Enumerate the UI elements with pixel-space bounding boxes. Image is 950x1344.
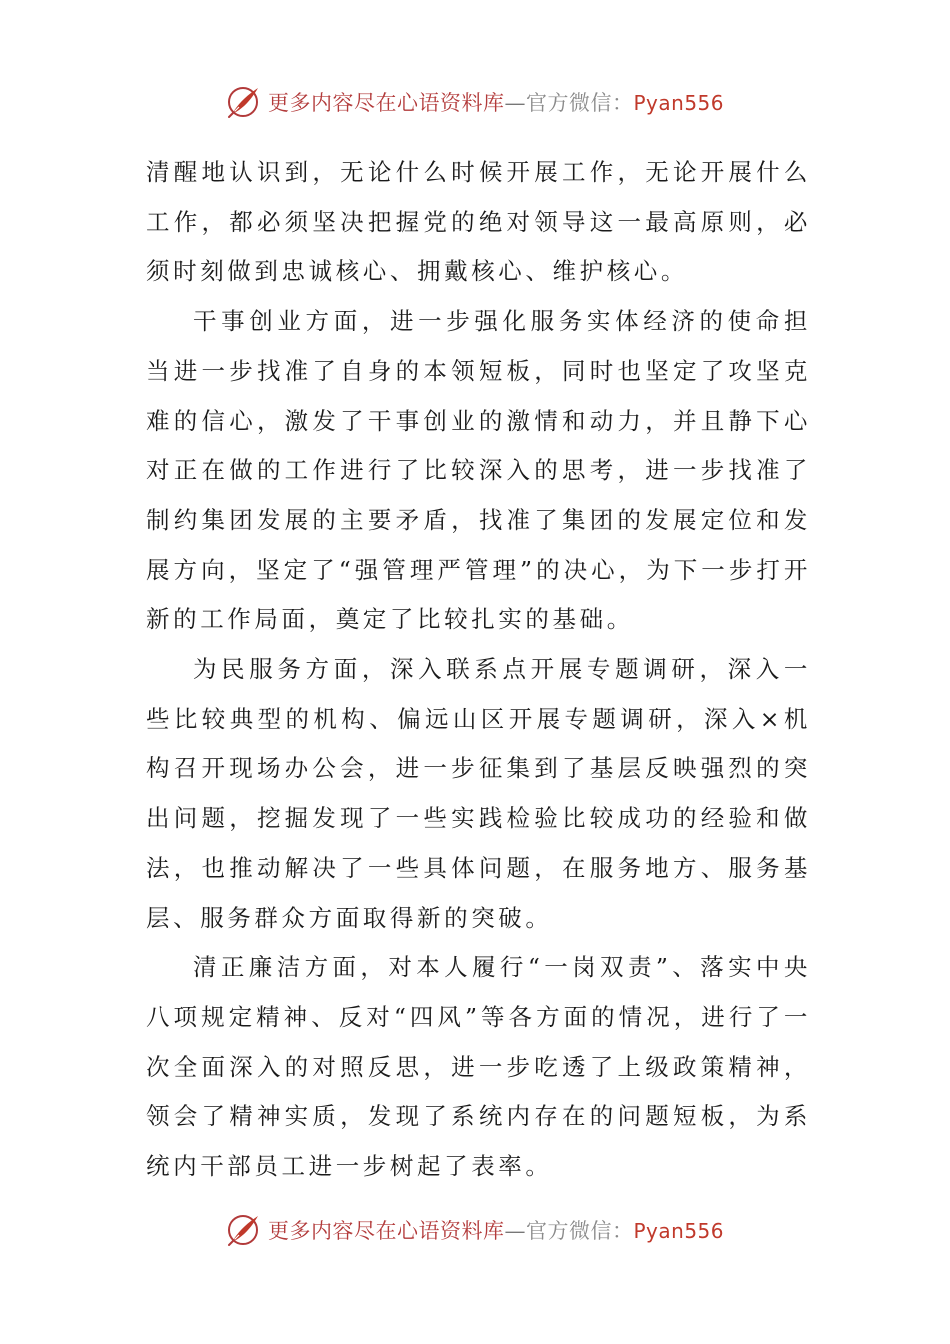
wechat-id: Pyan556 [633, 1219, 724, 1243]
footer-banner [0, 1210, 950, 1250]
paragraph-4: 清正廉洁方面，对本人履行“一岗双责”、落实中央八项规定精神、反对“四风”等各方面的情况，进行了一次全面深入的对照反思，进一步吃透了上级政策精神，领会了精神实质，发现了系统内存在的问题短板，为系统内干部员工进一步树起了表率。 [146, 953, 811, 1181]
quill-pen-icon [226, 84, 262, 120]
wechat-label: 官方微信： [525, 1219, 634, 1243]
document-body [146, 148, 811, 1192]
wechat-id: Pyan556 [633, 91, 724, 115]
header-banner [0, 82, 950, 122]
wechat-label: 官方微信： [525, 91, 634, 115]
site-name: 更多内容尽在心语资料库 [267, 1219, 505, 1243]
separator: — [504, 91, 526, 115]
paragraph-3: 为民服务方面，深入联系点开展专题调研，深入一些比较典型的机构、偏远山区开展专题调研，深入×机构召开现场办公会，进一步征集到了基层反映强烈的突出问题，挖掘发现了一些实践检验比较成功的经验和做法，也推动解决了一些具体问题，在服务地方、服务基层、服务群众方面取得新的突破。 [146, 655, 811, 932]
separator: — [504, 1219, 526, 1243]
site-name: 更多内容尽在心语资料库 [267, 91, 505, 115]
banner-text [268, 1215, 724, 1245]
paragraph-2: 干事创业方面，进一步强化服务实体经济的使命担当进一步找准了自身的本领短板，同时也坚定了攻坚克难的信心，激发了干事创业的激情和动力，并且静下心对正在做的工作进行了比较深入的思考，进一步找准了制约集团发展的主要矛盾，找准了集团的发展定位和发展方向，坚定了“强管理严管理”的决心，为下一步打开新的工作局面，奠定了比较扎实的基础。 [146, 307, 811, 634]
banner-text [268, 87, 724, 117]
paragraph-1: 清醒地认识到，无论什么时候开展工作，无论开展什么工作，都必须坚决把握党的绝对领导这一最高原则，必须时刻做到忠诚核心、拥戴核心、维护核心。 [146, 158, 811, 286]
quill-pen-icon [226, 1212, 262, 1248]
